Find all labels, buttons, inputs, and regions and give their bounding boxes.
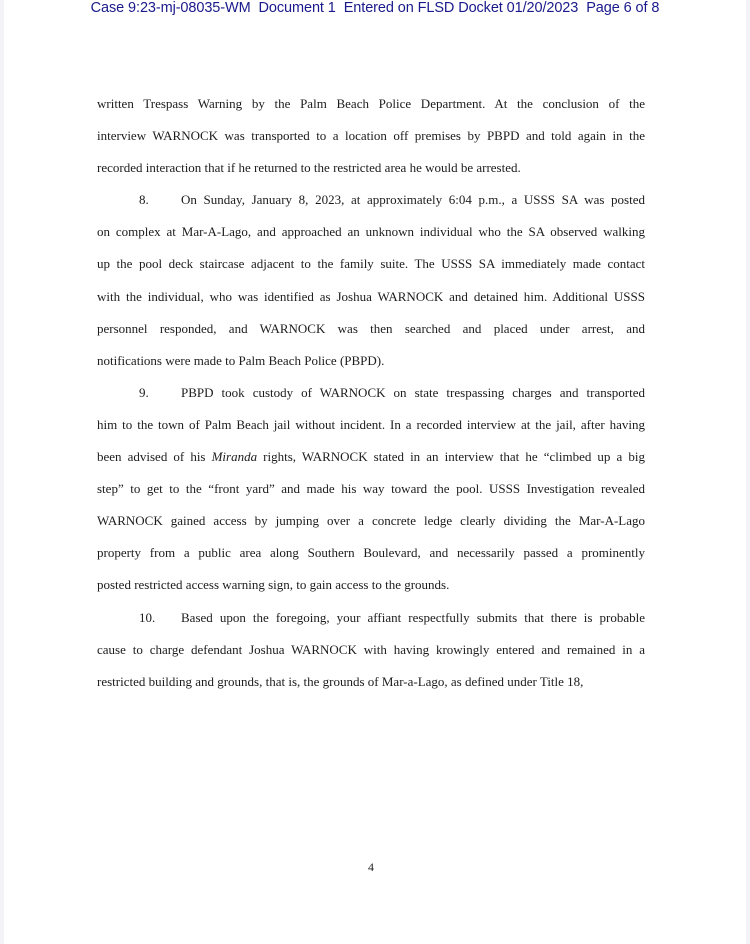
paragraph-number: 10. <box>139 609 156 625</box>
text-line: property from a public area along Southern Boulevard, and necessarily passed a prominently <box>97 545 645 561</box>
text-line: written Trespass Warning by the Palm Beach Police Department. At the conclusion of the <box>97 96 645 111</box>
docket-header <box>0 0 750 16</box>
italic-term: Miranda <box>211 449 258 465</box>
text-line: On Sunday, January 8, 2023, at approximately 6:04 p.m., a USSS SA was posted <box>181 192 645 208</box>
text-segment: rights, WARNOCK stated in an interview that he “climbed up a big <box>257 449 645 465</box>
text-line: personnel responded, and WARNOCK was then searched and placed under arrest, and <box>97 320 645 336</box>
paragraph-8-first-line <box>97 184 645 216</box>
text-line: PBPD took custody of WARNOCK on state trespassing charges and transported <box>181 384 645 400</box>
text-line: restricted building and grounds, that is, the grounds of Mar-a-Lago, as defined under Title 18, <box>97 673 584 689</box>
text-line: step” to get to the “front yard” and made his way toward the pool. USSS Investigation revealed <box>97 481 645 497</box>
text-line: WARNOCK gained access by jumping over a concrete ledge clearly dividing the Mar-A-Lago <box>97 513 645 529</box>
page-indicator: Page 6 of 8 <box>586 0 660 16</box>
docket-entry: Entered on FLSD Docket 01/20/2023 <box>343 0 579 16</box>
text-line: notifications were made to Palm Beach Police (PBPD). <box>97 352 385 368</box>
text-line: with the individual, who was identified as Joshua WARNOCK and detained him. Additional USSS <box>97 288 645 304</box>
text-line: him to the town of Palm Beach jail without incident. In a recorded interview at the jail, after having <box>97 416 645 432</box>
text-line: Based upon the foregoing, your affiant respectfully submits that there is probable <box>181 609 645 625</box>
text-line: cause to charge defendant Joshua WARNOCK with having krowingly entered and remained in a <box>97 641 645 657</box>
paragraph-10-first-line <box>97 602 645 634</box>
document-number: Document 1 <box>258 0 336 16</box>
document-body <box>97 88 645 698</box>
case-number: Case 9:23-mj-08035-WM <box>90 0 251 16</box>
paragraph-number: 8. <box>139 192 149 208</box>
paragraph-9-first-line <box>97 377 645 409</box>
text-line: up the pool deck staircase adjacent to the family suite. The USSS SA immediately made contact <box>97 256 645 272</box>
text-line: on complex at Mar-A-Lago, and approached an unknown individual who the SA observed walking <box>97 224 645 240</box>
text-line-miranda <box>97 441 645 473</box>
paragraph-number: 9. <box>139 384 149 400</box>
text-segment: been advised of his <box>97 449 212 465</box>
text-line: recorded interaction that if he returned to the restricted area he would be arrested. <box>97 160 521 176</box>
text-line: posted restricted access warning sign, to gain access to the grounds. <box>97 577 450 593</box>
page-number: 4 <box>368 860 374 874</box>
text-line: interview WARNOCK was transported to a location off premises by PBPD and told again in the <box>97 128 645 144</box>
